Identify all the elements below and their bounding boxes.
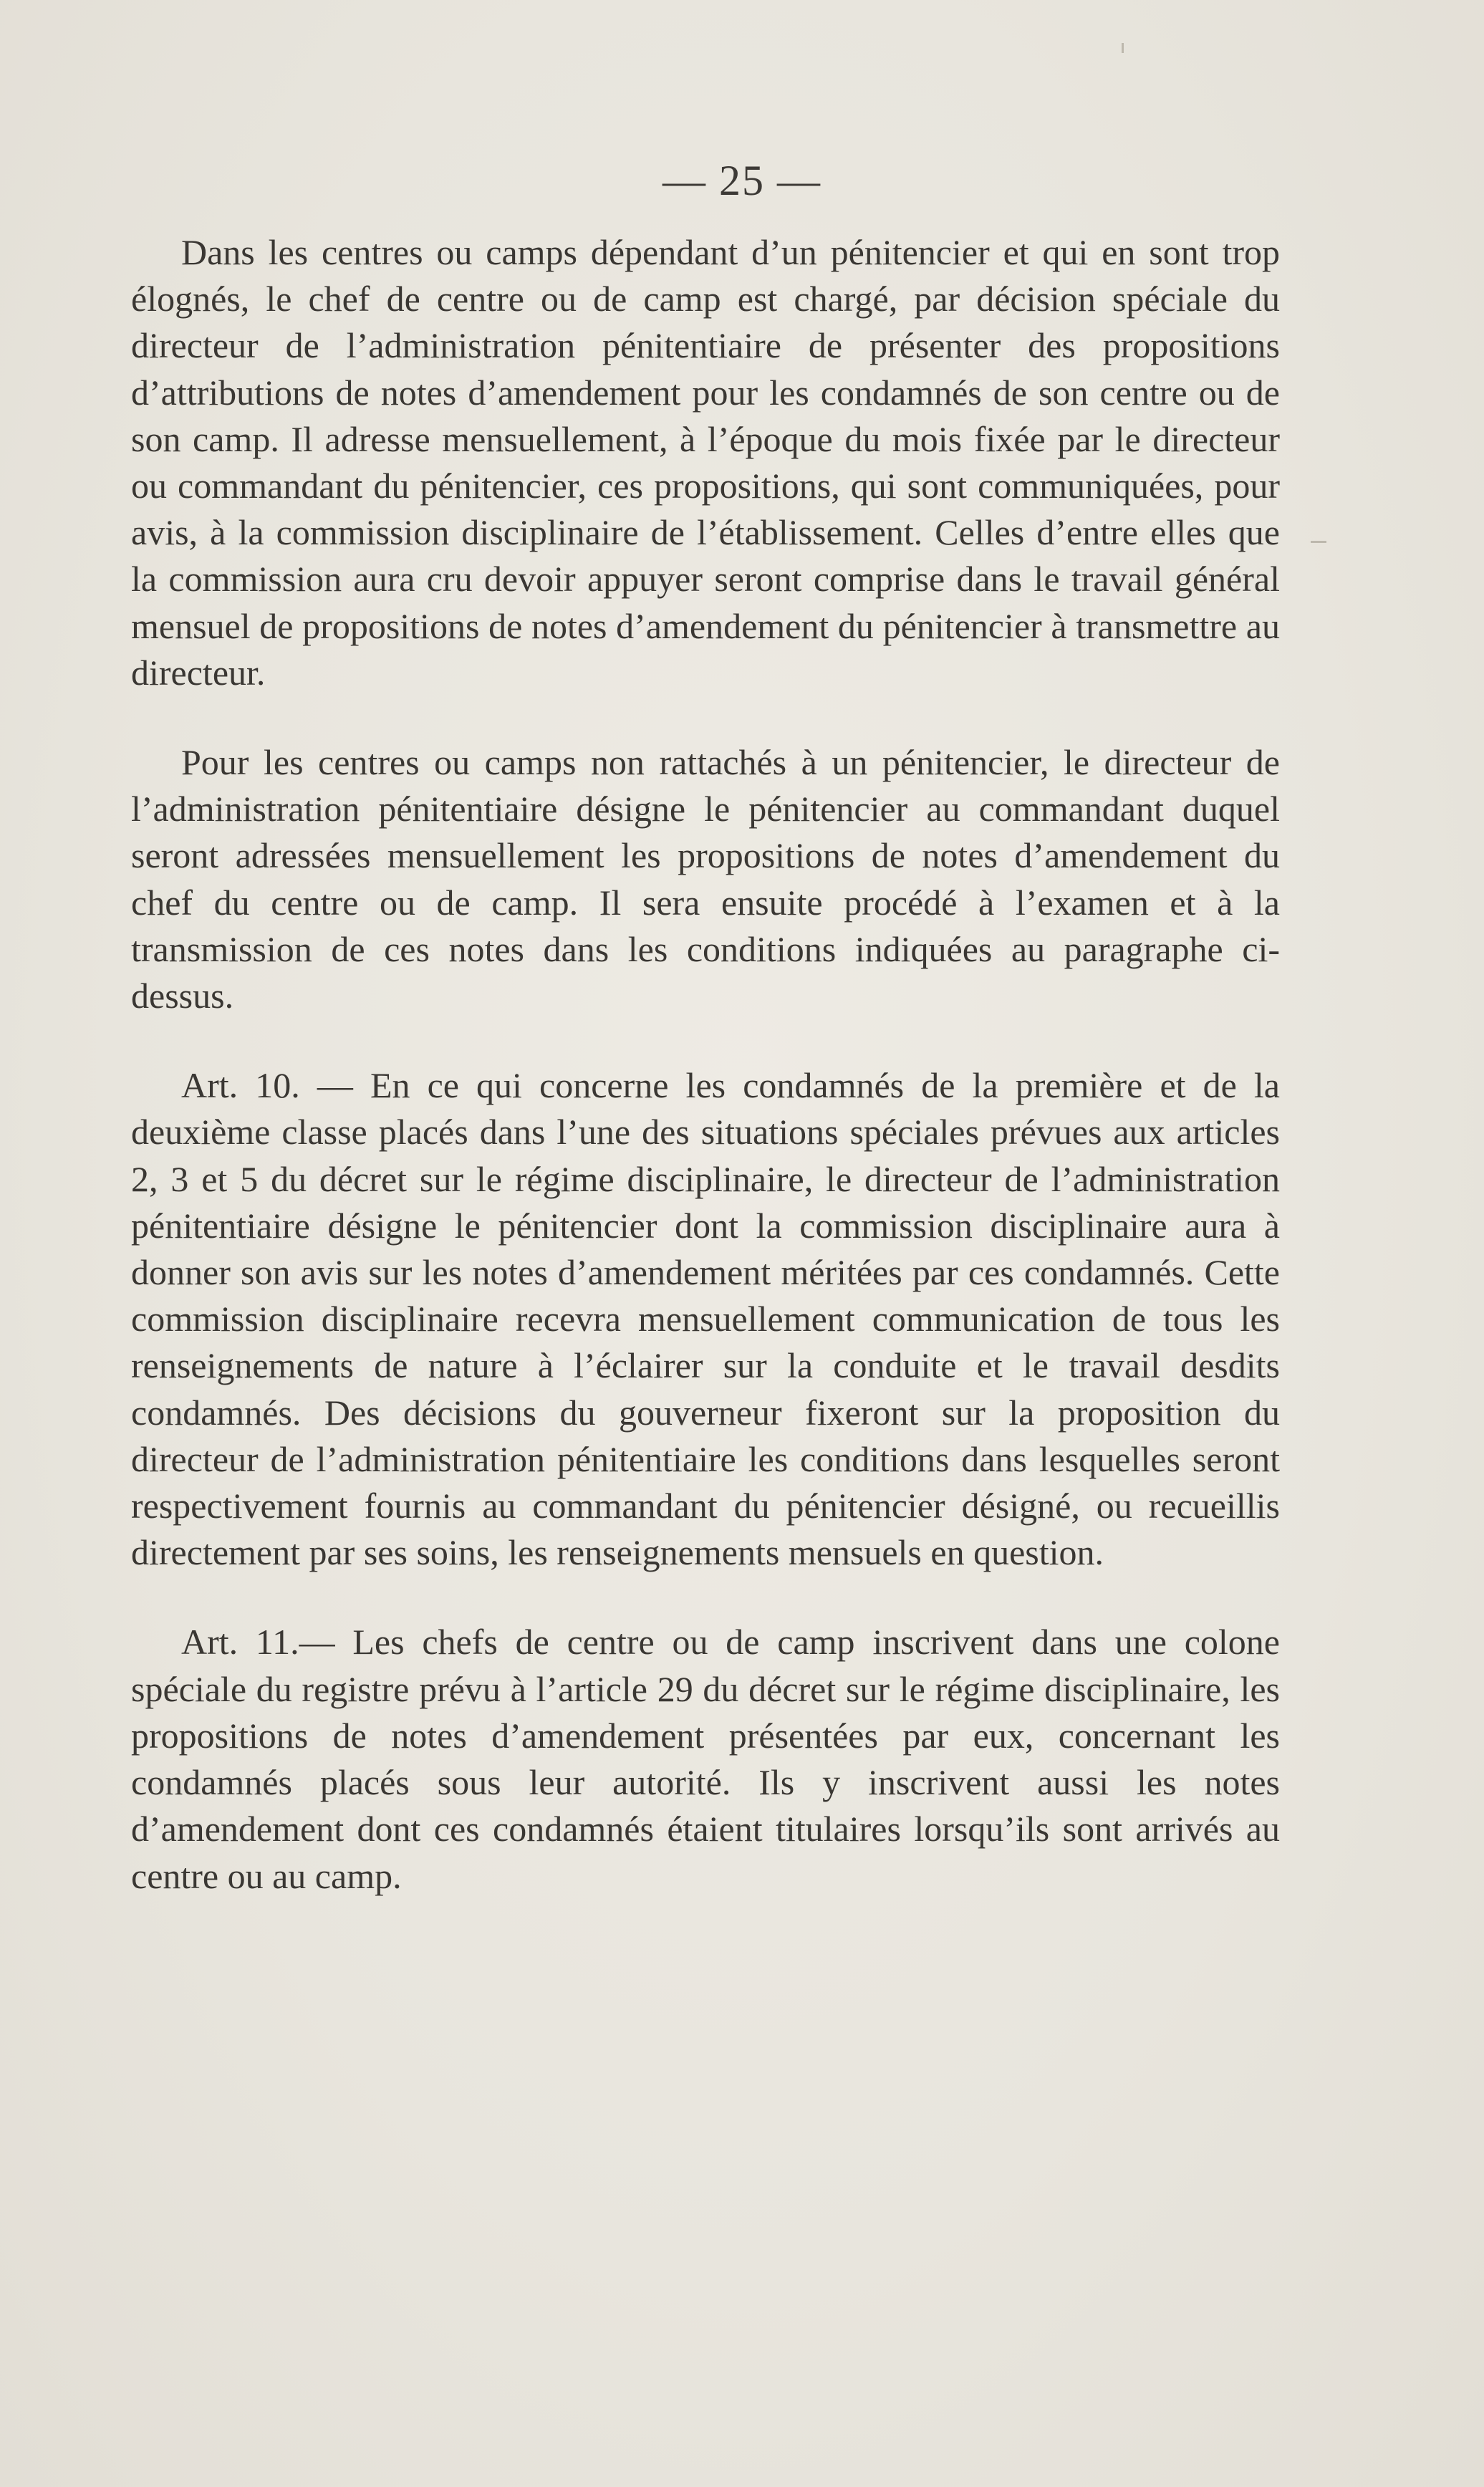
margin-mark xyxy=(1122,43,1124,53)
paragraph-2: Pour les centres ou camps non rattachés à un pénitencier, le directeur de l’administration pénitentiaire désigne le pénitencier au commandant duquel seront adressées mensuellement les propositions de notes d’amendement du chef du centre ou de camp. Il sera ensuite procédé à l’examen et à la transmission de ces notes dans les conditions indiquées au paragraphe ci-dessus. xyxy=(131,742,1280,1016)
margin-mark xyxy=(1311,541,1326,543)
paragraph-article-11: Art. 11.— Les chefs de centre ou de camp inscrivent dans une colone spéciale du registre prévu à l’article 29 du décret sur le régime disciplinaire, les propositions de notes d’amendement présentées par eux, concernant les condamnés placés sous leur autorité. Ils y inscrivent aussi les notes d’amendement dont ces condamnés étaient titulaires lorsqu’ils sont arrivés au centre ou au camp. xyxy=(131,1622,1280,1896)
page-number: — 25 — xyxy=(662,157,822,204)
page-body xyxy=(131,229,1280,1900)
paragraph-article-10: Art. 10. — En ce qui concerne les condamnés de la première et de la deuxième classe placés dans l’une des situations spéciales prévues aux articles 2, 3 et 5 du décret sur le régime disciplinaire, le directeur de l’administration pénitentiaire désigne le pénitencier dont la commission disciplinaire aura à donner son avis sur les notes d’amendement méritées par ces condamnés. Cette commission disciplinaire recevra mensuellement communication de tous les renseignements de nature à l’éclairer sur la conduite et le travail desdits condamnés. Des décisions du gouverneur fixeront sur la proposition du directeur de l’administration pénitentiaire les conditions dans lesquelles seront respectivement fournis au commandant du pénitencier désigné, ou recueillis directement par ses soins, les renseignements mensuels en question. xyxy=(131,1065,1280,1573)
paragraph-1: Dans les centres ou camps dépendant d’un pénitencier et qui en sont trop élognés, le chef de centre ou de camp est chargé, par décision spéciale du directeur de l’administration pénitentiaire de présenter des propositions d’attributions de notes d’amendement pour les condamnés de son centre ou de son camp. Il adresse mensuellement, à l’époque du mois fixée par le directeur ou commandant du pénitencier, ces propositions, qui sont communiquées, pour avis, à la commission disciplinaire de l’établissement. Celles d’entre elles que la commission aura cru devoir appuyer seront comprise dans le travail général mensuel de propositions de notes d’amendement du pénitencier à transmettre au directeur. xyxy=(131,232,1280,693)
